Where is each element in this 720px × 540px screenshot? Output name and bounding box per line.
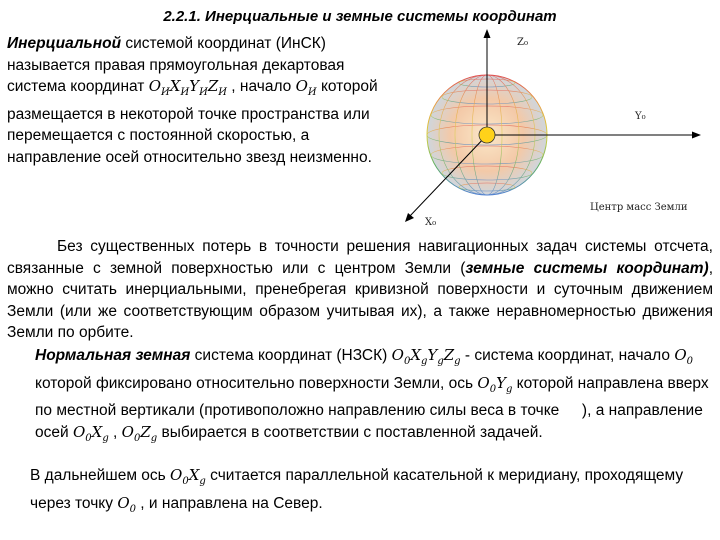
term-normal-earth: Нормальная земная xyxy=(35,347,191,364)
formula-axis-z: $O_0Z_g$ xyxy=(121,422,158,444)
p3-text-4: которой направлена вверх по местной вертикали (противоположно направлению силы веса в точке xyxy=(35,374,709,419)
p4-text-2: считается параллельной касательной к меридиану, проходящему через точку xyxy=(30,467,684,512)
p3-text-5: ), а направление осей xyxy=(35,402,703,441)
p3-text-3: которой фиксировано относительно поверхности Земли, ось xyxy=(35,374,478,392)
p4-text-3: , и направлена на Север. xyxy=(136,494,323,512)
diagram-caption: Центр масс Земли xyxy=(590,202,688,213)
page-title: 2.2.1. Инерциальные и земные системы координат xyxy=(163,8,557,25)
p4-text-1: В дальнейшем ось xyxy=(30,467,171,484)
mass-center-dot xyxy=(479,127,495,143)
formula-origin: $O_0$ xyxy=(674,346,693,367)
formula-axis-x: $O_0X_g$ xyxy=(72,422,109,444)
formula-normal-system: $O_0X_gY_gZ_g$ xyxy=(391,346,461,367)
earth-sphere-figure xyxy=(395,25,715,230)
formula-inertial-origin: $O_И$ xyxy=(295,77,317,98)
earth-axes-diagram xyxy=(395,25,715,230)
p1-text-1: системой координат (ИнСК) называется правая прямоугольная декартовая система координат xyxy=(7,35,345,95)
p2-text-1: Без существенных потерь в точности решения навигационных задач системы отсчета, связанные с земной поверхностью или с центром Земли ( xyxy=(7,238,713,277)
p3-text-2: - система координат, начало xyxy=(460,347,675,364)
term-inertial: Инерциальной xyxy=(7,35,122,52)
paragraph-north-axis xyxy=(30,465,715,520)
term-earth-systems: земные системы координат) xyxy=(465,259,709,277)
axis-x-label: X₀ xyxy=(425,217,437,228)
p3-comma: , xyxy=(108,423,122,441)
paragraph-normal-earth-system xyxy=(35,345,715,449)
p3-text-1: система координат (НЗСК) xyxy=(190,347,392,364)
axis-z-label: Z₀ xyxy=(517,37,528,48)
formula-axis-x-north: $O_0X_g$ xyxy=(170,466,206,487)
paragraph-earth-systems xyxy=(7,236,713,344)
formula-axis-y: $O_0Y_g$ xyxy=(477,373,513,395)
p3-text-6: выбирается в соответствии с поставленной задачей. xyxy=(157,423,543,441)
p2-text-2: , можно считать инерциальными, пренебрегая кривизной поверхности и суточным движением Земли (или же соответствующим образом учитывая их), а также неравномерностью движения Земли по орбите. xyxy=(7,259,713,341)
axis-y-label: Y₀ xyxy=(635,111,646,122)
paragraph-inertial-definition xyxy=(7,33,385,168)
formula-origin-north: $O_0$ xyxy=(117,493,136,515)
formula-inertial-system: $O_ИX_ИY_ИZ_И$ xyxy=(148,77,227,98)
p1-text-2: , начало xyxy=(226,78,296,95)
p1-text-3: которой размещается в некоторой точке пространства или перемещается с постоянной скоростью, а направление осей относительно звезд неизменно. xyxy=(7,78,378,166)
